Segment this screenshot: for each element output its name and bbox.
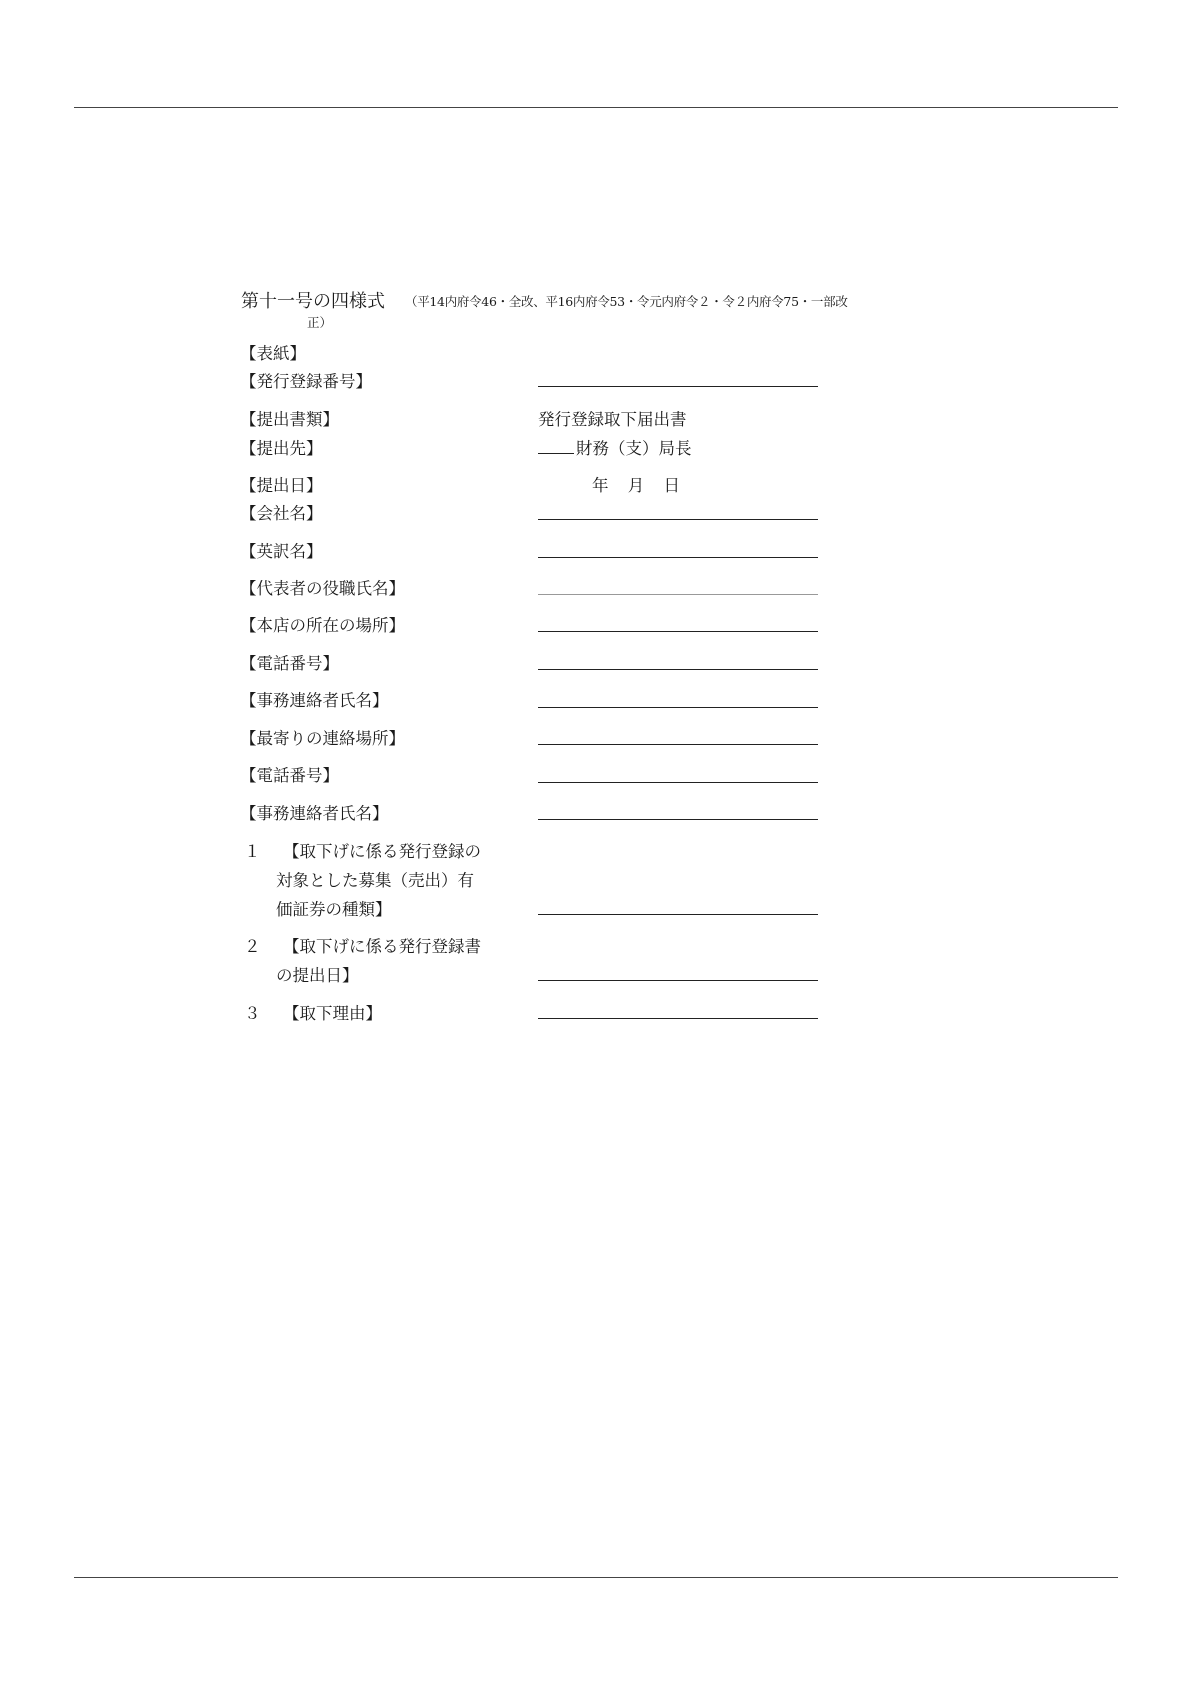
submit-to-label: 【提出先】: [240, 439, 323, 458]
item-1-line-1: 【取下げに係る発行登録の: [283, 842, 481, 861]
amendment-note: （平14内府令46・全改、平16内府令53・令元内府令２・令２内府令75・一部改: [405, 294, 848, 309]
document-type-value: 発行登録取下届出書: [538, 410, 687, 429]
item-1-field[interactable]: [538, 914, 818, 915]
english-name-label: 【英訳名】: [240, 542, 323, 561]
footer-rule: [74, 1577, 1118, 1578]
item-2-line-1: 【取下げに係る発行登録書: [283, 937, 481, 956]
english-name-field[interactable]: [538, 557, 818, 558]
submit-date-value: [592, 472, 694, 496]
cover-label: 【表紙】: [240, 344, 306, 363]
company-name-label: 【会社名】: [240, 504, 323, 523]
item-2-field[interactable]: [538, 980, 818, 981]
contact-person-2-field[interactable]: [538, 819, 818, 820]
item-1-line-2: 対象とした募集（売出）有: [276, 871, 474, 890]
representative-label: 【代表者の役職氏名】: [240, 579, 405, 598]
head-office-label: 【本店の所在の場所】: [240, 616, 405, 635]
registration-no-label: 【発行登録番号】: [240, 372, 372, 391]
item-1-line-3: 価証券の種類】: [276, 900, 392, 919]
phone-1-field[interactable]: [538, 669, 818, 670]
item-3-line-1: 【取下理由】: [283, 1004, 382, 1023]
submit-to-text: 財務（支）局長: [576, 439, 692, 458]
item-1-number: １: [244, 842, 261, 861]
contact-person-2-label: 【事務連絡者氏名】: [240, 804, 389, 823]
registration-no-field[interactable]: [538, 386, 818, 387]
amendment-note-cont: 正）: [307, 315, 333, 330]
form-title: 第十一号の四様式: [241, 291, 385, 312]
item-3-field[interactable]: [538, 1018, 818, 1019]
phone-2-label: 【電話番号】: [240, 766, 339, 785]
contact-person-1-field[interactable]: [538, 707, 818, 708]
bureau-blank[interactable]: [538, 439, 574, 454]
document-type-label: 【提出書類】: [240, 410, 339, 429]
nearest-contact-field[interactable]: [538, 744, 818, 745]
nearest-contact-label: 【最寄りの連絡場所】: [240, 729, 405, 748]
representative-field[interactable]: [538, 594, 818, 595]
submit-date-label: 【提出日】: [240, 476, 323, 495]
phone-1-label: 【電話番号】: [240, 654, 339, 673]
contact-person-1-label: 【事務連絡者氏名】: [240, 691, 389, 710]
date-month: 月: [627, 476, 645, 495]
item-2-number: ２: [244, 937, 261, 956]
phone-2-field[interactable]: [538, 782, 818, 783]
company-name-field[interactable]: [538, 519, 818, 520]
item-2-line-2: の提出日】: [276, 966, 359, 985]
date-year: 年: [592, 476, 609, 495]
item-3-number: ３: [244, 1004, 261, 1023]
date-day: 日: [663, 476, 680, 495]
header-rule: [74, 107, 1118, 108]
head-office-field[interactable]: [538, 631, 818, 632]
submit-to-value: [538, 435, 692, 459]
